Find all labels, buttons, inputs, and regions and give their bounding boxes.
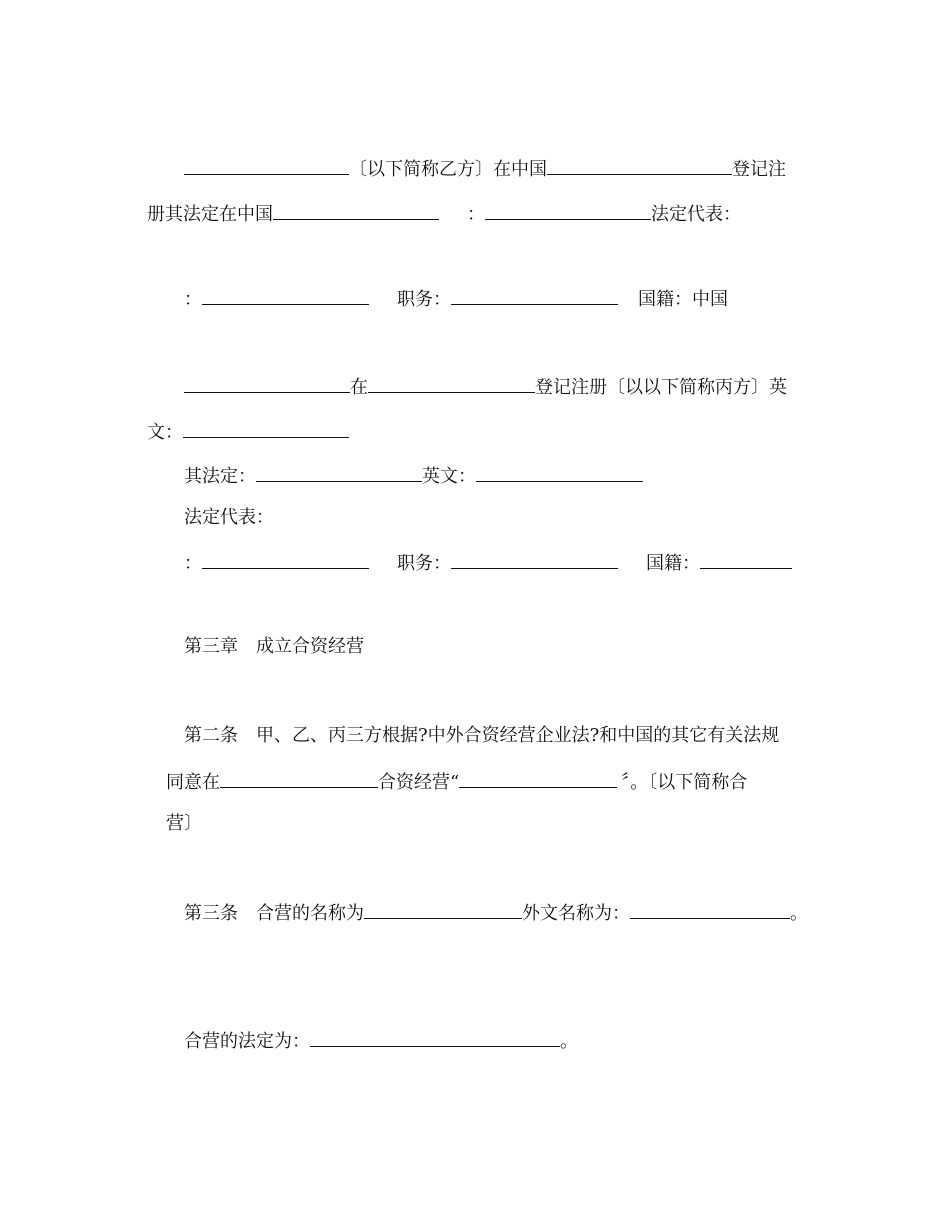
- party-c-rep-nationality-label: 国籍：: [646, 553, 700, 574]
- party-c-rep-nationality-blank[interactable]: [700, 549, 792, 569]
- chapter-3-heading: 第三章 成立合资经营: [184, 636, 364, 657]
- party-b-registration-blank[interactable]: [547, 155, 732, 175]
- article-3-end: 。: [790, 903, 808, 924]
- party-b-address-blank[interactable]: [273, 200, 439, 220]
- party-b-rep-position-label: 职务：: [397, 289, 451, 310]
- party-b-rep-name-blank[interactable]: [202, 285, 369, 305]
- article-2-line-1: 第二条 甲、乙、丙三方根据?中外合资经营企业法?和中国的其它有关法规: [184, 725, 780, 746]
- party-c-legal-rep-label: 法定代表：: [184, 507, 274, 528]
- article-3-name-blank[interactable]: [364, 899, 522, 919]
- party-c-rep-position-label: 职务：: [397, 553, 451, 574]
- party-c-address-blank[interactable]: [256, 462, 422, 482]
- party-c-english-name-blank[interactable]: [183, 418, 349, 438]
- party-c-rep-line: [184, 549, 792, 573]
- party-c-address-en-blank[interactable]: [476, 462, 643, 482]
- party-b-line-2-start: 册其法定在中国: [147, 204, 273, 225]
- jv-address-end: 。: [560, 1031, 578, 1052]
- party-b-rep-position-blank[interactable]: [451, 285, 618, 305]
- party-c-name-blank[interactable]: [184, 373, 350, 393]
- article-3-mid: 外文名称为：: [522, 903, 630, 924]
- article-2-line-2: [166, 768, 747, 792]
- jv-address-line: [184, 1027, 578, 1051]
- article-3-start: 第三条 合营的名称为: [184, 903, 364, 924]
- article-2-line-2-mid: 合资经营“: [378, 772, 460, 793]
- article-2-location-blank[interactable]: [220, 768, 378, 788]
- party-b-line-2: [147, 200, 741, 224]
- party-b-line-2-colon: ：: [467, 204, 485, 225]
- article-2-line-2-end: 〞。〔以下简称合: [621, 772, 748, 793]
- party-c-rep-position-blank[interactable]: [451, 549, 618, 569]
- party-b-name-blank[interactable]: [184, 155, 349, 175]
- party-b-rep-nationality: 国籍：中国: [638, 289, 728, 310]
- article-3-foreign-name-blank[interactable]: [630, 899, 790, 919]
- party-c-line-1-mid: 在: [350, 377, 368, 398]
- party-c-line-1: [184, 373, 787, 397]
- party-b-line-1-end: 登记注: [732, 159, 786, 180]
- party-c-line-2: [147, 418, 349, 442]
- article-2-line-2-start: 同意在: [166, 772, 220, 793]
- article-2-company-blank[interactable]: [459, 768, 617, 788]
- party-c-line-1-end: 登记注册〔以以下简称丙方〕英: [535, 377, 787, 398]
- party-c-address-label: 其法定：: [184, 466, 256, 487]
- party-b-rep-line: [184, 285, 728, 309]
- party-b-line-1: [184, 155, 786, 179]
- party-c-rep-name-blank[interactable]: [202, 549, 369, 569]
- party-c-english-label: 英文：: [422, 466, 476, 487]
- party-b-address-en-blank[interactable]: [485, 200, 651, 220]
- article-3-line: [184, 899, 808, 923]
- party-b-line-1-mid: 〔以下简称乙方〕在中国: [349, 159, 547, 180]
- jv-address-label: 合营的法定为：: [184, 1031, 310, 1052]
- party-c-address-line: [184, 462, 643, 486]
- party-c-rep-colon: ：: [184, 553, 202, 574]
- jv-address-blank[interactable]: [310, 1027, 560, 1047]
- article-2-line-3: 营〕: [166, 813, 202, 834]
- party-b-legal-rep-label: 法定代表：: [651, 204, 741, 225]
- party-c-line-2-start: 文：: [147, 422, 183, 443]
- party-c-rep-label-line: [184, 506, 274, 530]
- party-c-registration-blank[interactable]: [368, 373, 535, 393]
- party-b-rep-colon: ：: [184, 289, 202, 310]
